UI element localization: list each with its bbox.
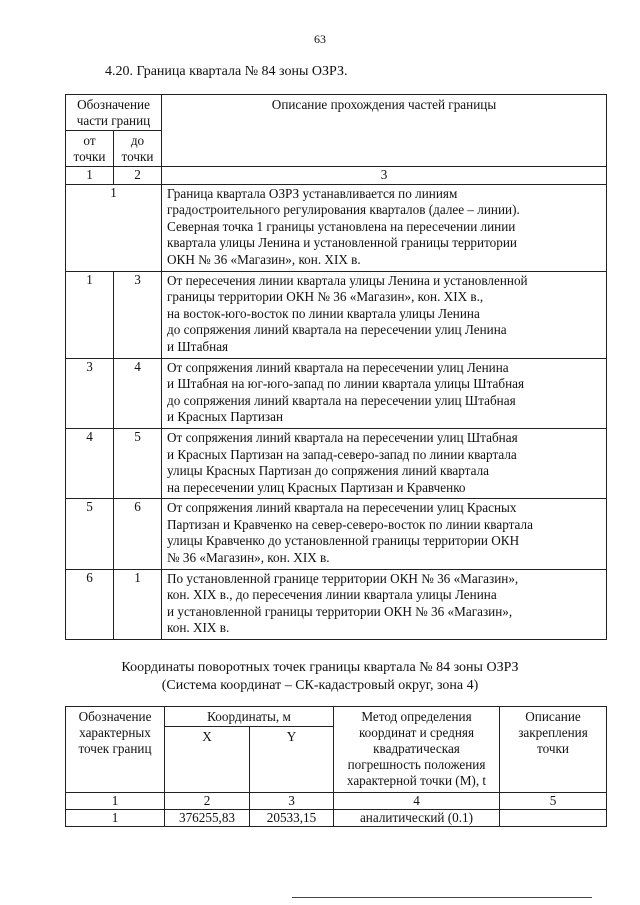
- from-point-cell: 4: [66, 428, 114, 498]
- description-line: От сопряжения линий квартала на пересечении улиц Ленина: [167, 359, 509, 375]
- point-cell: 1: [66, 810, 165, 827]
- fixing-cell: [500, 810, 607, 827]
- header-col-number-5: 5: [500, 793, 607, 810]
- description-line: и Красных Партизан: [167, 409, 283, 425]
- description-cell: [162, 499, 607, 569]
- description-cell: [162, 428, 607, 498]
- header-col-number-4: 4: [334, 793, 500, 810]
- coordinates-title: [0, 659, 640, 695]
- description-line: на пересечении улиц Красных Партизан и Кравченко: [167, 479, 466, 495]
- from-point-cell: 5: [66, 499, 114, 569]
- to-point-cell: 5: [114, 428, 162, 498]
- x-cell: 376255,83: [165, 810, 250, 827]
- description-line: до сопряжения линий квартала на пересечении улиц Штабная: [167, 392, 516, 408]
- table-row: [66, 428, 607, 498]
- description-line: улицы Красных Партизан до сопряжения линий квартала: [167, 463, 490, 479]
- header-col-number-1: 1: [66, 793, 165, 810]
- start-point-cell: 1: [66, 184, 162, 271]
- description-line: От сопряжения линий квартала на пересечении улиц Штабная: [167, 429, 518, 445]
- coordinates-system-line: (Система координат – СК-кадастровый округ, зона 4): [161, 678, 479, 693]
- table-row: [66, 358, 607, 428]
- header-col-number-3: 3: [250, 793, 334, 810]
- header-y: Y: [250, 727, 334, 793]
- table-row: [66, 569, 607, 639]
- description-line: Партизан и Кравченко на север-северо-восток по линии квартала: [167, 516, 533, 532]
- description-cell: [162, 271, 607, 358]
- method-cell: аналитический (0.1): [334, 810, 500, 827]
- header-description: Описание прохождения частей границы: [162, 95, 607, 167]
- description-line: ОКН № 36 «Магазин», кон. XIX в.: [167, 251, 361, 267]
- header-col-number-2: 2: [165, 793, 250, 810]
- table-row: [66, 184, 607, 271]
- description-line: и Красных Партизан на запад-северо-запад по линии квартала: [167, 446, 517, 462]
- to-point-cell: 3: [114, 271, 162, 358]
- description-line: кон. XIX в., до пересечения линии квартала улицы Ленина: [167, 587, 497, 603]
- description-cell: [162, 184, 607, 271]
- description-line: границы территории ОКН № 36 «Магазин», кон. XIX в.,: [167, 289, 484, 305]
- description-cell: [162, 358, 607, 428]
- y-cell: 20533,15: [250, 810, 334, 827]
- description-line: до сопряжения линий квартала на пересечении улиц Ленина: [167, 322, 507, 338]
- description-line: От сопряжения линий квартала на пересечении улиц Красных: [167, 500, 517, 516]
- header-coordinates: Координаты, м: [165, 707, 334, 727]
- description-line: Северная точка 1 границы установлена на пересечении линии: [167, 218, 516, 234]
- description-line: на восток-юго-восток по линии квартала улицы Ленина: [167, 305, 480, 321]
- header-col-number-2: 2: [114, 167, 162, 185]
- table-row: [66, 810, 607, 827]
- coordinates-table: [65, 706, 607, 827]
- to-point-cell: 4: [114, 358, 162, 428]
- boundary-description-table: [65, 94, 607, 640]
- from-point-cell: 1: [66, 271, 114, 358]
- section-title: 4.20. Граница квартала № 84 зоны ОЗРЗ.: [105, 64, 348, 79]
- coordinates-title-line: Координаты поворотных точек границы квартала № 84 зоны ОЗРЗ: [121, 660, 519, 675]
- header-designation: Обозначение части границ: [66, 95, 162, 131]
- header-x: X: [165, 727, 250, 793]
- header-from-point: от точки: [66, 131, 114, 167]
- description-line: квартала улицы Ленина и установленной границы территории: [167, 235, 517, 251]
- description-line: По установленной границе территории ОКН № 36 «Магазин»,: [167, 570, 519, 586]
- description-line: Граница квартала ОЗРЗ устанавливается по линиям: [167, 185, 458, 201]
- description-line: От пересечения линии квартала улицы Ленина и установленной: [167, 272, 528, 288]
- header-to-point: до точки: [114, 131, 162, 167]
- header-col-number-3: 3: [162, 167, 607, 185]
- to-point-cell: 1: [114, 569, 162, 639]
- header-col-number-1: 1: [66, 167, 114, 185]
- table-row: [66, 499, 607, 569]
- description-line: и Штабная на юг-юго-запад по линии квартала улицы Штабная: [167, 376, 525, 392]
- description-cell: [162, 569, 607, 639]
- header-point-designation: Обозначение характерных точек границ: [66, 707, 165, 793]
- from-point-cell: 6: [66, 569, 114, 639]
- description-line: и установленной границы территории ОКН № 36 «Магазин»,: [167, 603, 513, 619]
- description-line: кон. XIX в.: [167, 620, 230, 636]
- header-fixing: Описание закрепления точки: [500, 707, 607, 793]
- table-row: [66, 271, 607, 358]
- to-point-cell: 6: [114, 499, 162, 569]
- page-number: 63: [314, 32, 326, 46]
- description-line: градостроительного регулирования кварталов (далее – линии).: [167, 202, 520, 218]
- from-point-cell: 3: [66, 358, 114, 428]
- header-method: Метод определения координат и средняя квадратическая погрешность положения характерной точки (М), t: [334, 707, 500, 793]
- description-line: улицы Кравченко до установленной границы территории ОКН: [167, 533, 520, 549]
- description-line: № 36 «Магазин», кон. XIX в.: [167, 550, 330, 566]
- page-divider: [292, 897, 592, 898]
- description-line: и Штабная: [167, 338, 229, 354]
